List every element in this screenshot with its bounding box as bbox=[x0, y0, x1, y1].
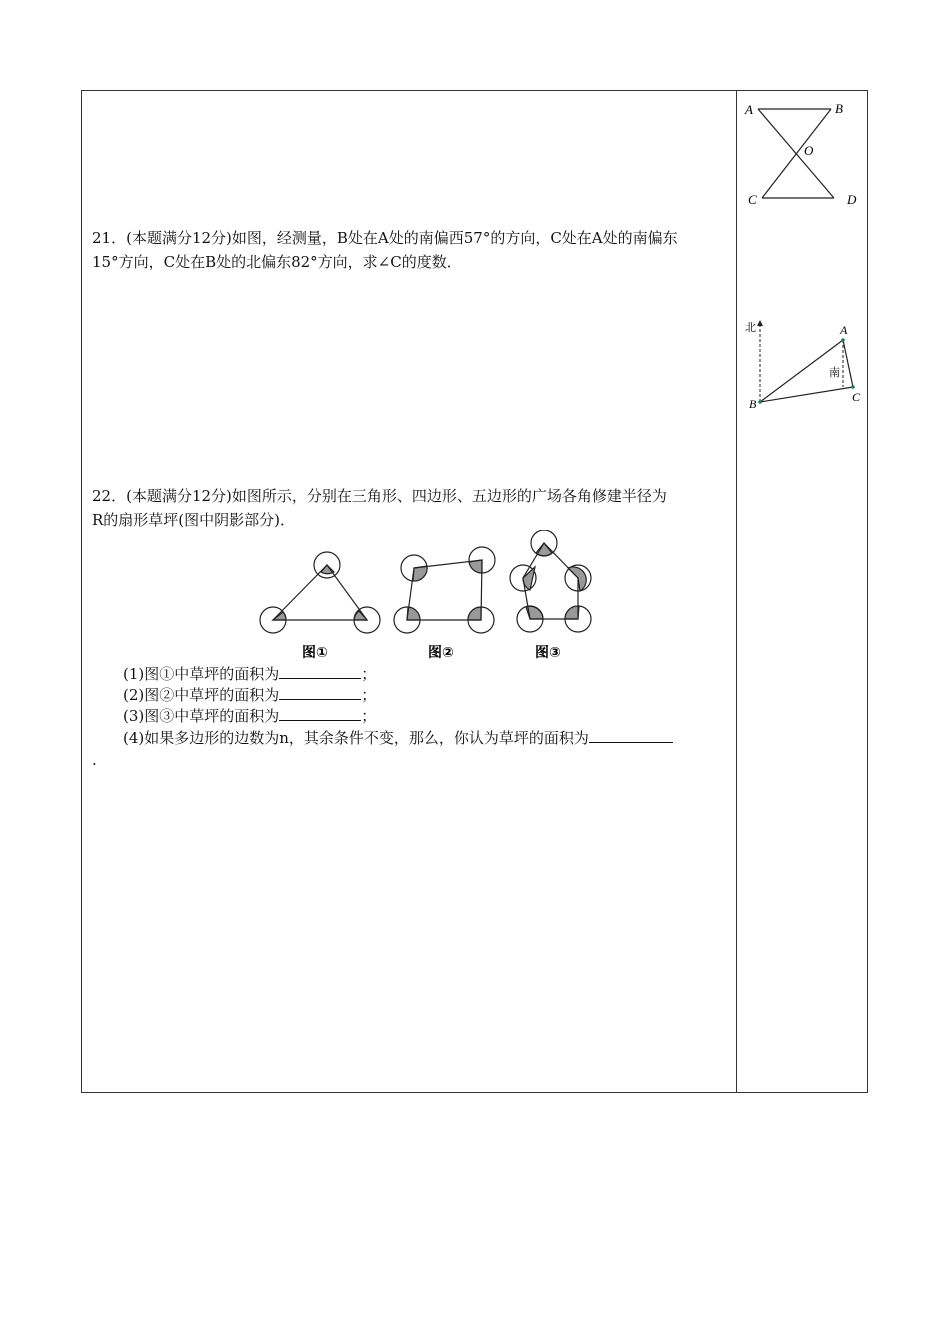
answer-blank-3[interactable] bbox=[279, 705, 361, 721]
sub3-text: (3)图③中草坪的面积为 bbox=[123, 707, 280, 725]
south-label: 南 bbox=[829, 367, 840, 379]
answer-blank-4[interactable] bbox=[589, 727, 673, 743]
north-label: 北 bbox=[745, 322, 756, 334]
q22-sub-3 bbox=[123, 705, 376, 727]
polygon-figures bbox=[250, 530, 610, 665]
label-B: B bbox=[835, 101, 843, 116]
label-C: C bbox=[748, 192, 757, 207]
label-A2: A bbox=[840, 323, 848, 337]
semicolon-3: ； bbox=[361, 707, 377, 725]
semicolon-1: ； bbox=[361, 665, 377, 683]
caption-figure-1: 图① bbox=[302, 645, 328, 661]
q22-sub-1 bbox=[123, 663, 376, 685]
q22-line2: R的扇形草坪(图中阴影部分)． bbox=[92, 511, 295, 529]
q22-line1: 22．(本题满分12分)如图所示，分别在三角形、四边形、五边形的广场各角修建半径为 bbox=[92, 487, 667, 505]
label-C2: C bbox=[852, 390, 861, 404]
q22-sub-4 bbox=[123, 727, 673, 749]
sub2-text: (2)图②中草坪的面积为 bbox=[123, 686, 280, 704]
column-divider bbox=[736, 90, 737, 1093]
direction-figure bbox=[740, 316, 865, 416]
question-21 bbox=[92, 226, 727, 274]
label-O: O bbox=[804, 143, 814, 158]
question-22 bbox=[92, 484, 727, 532]
label-B2: B bbox=[749, 397, 757, 411]
figure-triangle bbox=[260, 552, 380, 633]
q21-line1: 21．(本题满分12分)如图，经测量，B处在A处的南偏西57°的方向，C处在A处的南偏东 bbox=[92, 229, 678, 247]
figure-pentagon bbox=[510, 530, 591, 632]
hourglass-figure bbox=[740, 96, 865, 214]
answer-blank-1[interactable] bbox=[279, 663, 361, 679]
end-dot: . bbox=[92, 751, 97, 769]
label-A: A bbox=[745, 102, 753, 117]
caption-figure-3: 图③ bbox=[535, 645, 561, 661]
answer-blank-2[interactable] bbox=[279, 684, 361, 700]
sub4-text: (4)如果多边形的边数为n，其余条件不变，那么，你认为草坪的面积为 bbox=[123, 729, 589, 747]
figure-quadrilateral bbox=[394, 547, 495, 633]
q21-line2: 15°方向，C处在B处的北偏东82°方向，求∠C的度数． bbox=[92, 253, 462, 271]
label-D: D bbox=[847, 192, 857, 207]
sub1-text: (1)图①中草坪的面积为 bbox=[123, 665, 280, 683]
q22-sub-2 bbox=[123, 684, 376, 706]
semicolon-2: ； bbox=[361, 686, 377, 704]
caption-figure-2: 图② bbox=[428, 645, 454, 661]
